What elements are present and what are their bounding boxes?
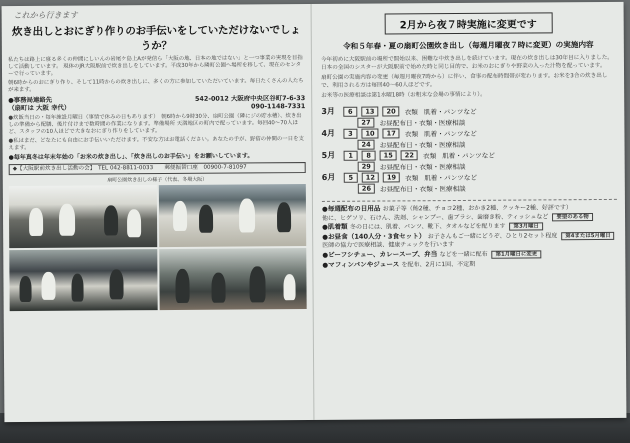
schedule-date: 22 [401,150,418,160]
item-text: 他に、ヒゲソリ、石けん、洗剤、シャンプー、歯ブラシ、歯磨き粉、ティッシュなど [322,212,549,222]
distribution-items [322,199,617,270]
schedule-label: 衣類 [404,129,419,138]
item-heading: ●毎週配布の日用品 [321,204,383,213]
item-heading: ●ビーフシチュー、カレースープ、弁当 [322,250,440,259]
item-heading: ●お昼食（140人分・3食セット） [322,231,428,241]
photo-food-prep [9,185,157,248]
item-tag: 第4または5月曜日 [561,232,614,240]
schedule-row [322,181,617,194]
left-page [2,4,315,422]
schedule-month: 4月 [321,128,336,138]
handwritten-signature: これから行きます [13,10,78,21]
schedule-label: 衣類 [405,173,419,182]
photo-night-distribution [159,248,307,311]
item-tag: 要望のある物 [552,213,592,221]
schedule-extra: 肌着・パンツなど [423,107,477,116]
schedule-extra: 肌着・パンツなど [442,151,495,160]
item-heading: ●肌着類 [322,222,350,232]
monthly-schedule [321,104,617,194]
schedule-label: お昼配布日・衣類・医療相談 [379,162,466,172]
schedule-date: 24 [357,139,374,149]
item-text: などを一緒に配布 [439,250,488,259]
right-page [313,2,627,420]
schedule-label: 衣類 [404,107,418,116]
phone-number: 090-1148-7331 [251,102,306,111]
address-value: 542-0012 大阪府中央区谷町7-6-33 [194,94,306,103]
intro-paragraph-2: 朝6時からのおにぎり作り、そして11時からの炊き出しに、多くの方に参加していただいています。毎日たくさんの人たちが来ます。 [8,78,304,94]
item-line [322,258,617,270]
schedule-date: 27 [357,117,374,127]
schedule-month: 5月 [321,150,336,160]
schedule-date: 17 [383,128,400,138]
item-tag: 第3月曜日 [510,223,543,231]
winter-notice: ●毎年真冬は年末年始の「お米の炊き出し」、「炊き出しのお手伝い」をお願いしています。 [8,152,254,162]
address-label: ●事務局連絡先 [8,95,53,105]
right-title: 2月から夜７時実施に変更です [384,12,552,34]
schedule-date: 6 [343,106,357,116]
help-paragraph: ●私はまだ、どなたにも自由にお手伝いいただけます。不安な方はお電話ください。あなたの手が、野宿の仲間の一日を支えます。 [8,136,304,152]
schedule-paragraph: ●炊飯当日の・毎年施設月曜日（事情で休みの日もあります） 朝6時から9時30分、扇町公園（隣にジの貯水槽）、炊き出しの準備から配膳、後片付けまで数時間の作業になります。準備場所 天満地区の町内で配っています。毎回40〜70人ほど、スタッフの10人ほどで大きなおにぎり作りをしています。 [8,113,302,136]
flyer-sheet [2,2,627,422]
contact-line [8,102,305,112]
schedule-label: お昼配布日・衣類・医療相談 [379,140,466,150]
item-text: お子さんもご一緒にどうぞ、ひとり2セット程度 [427,232,558,240]
item-heading: ●マフィンパンやジュース [322,259,402,269]
schedule-extra: 肌着・パンツなど [423,129,477,138]
right-subtitle: 令和５年春・夏の扇町公園炊き出し（毎週月曜夜７時に変更）の実施内容 [343,40,594,51]
schedule-date: 1 [344,150,358,160]
schedule-date: 29 [358,161,375,171]
photo-collage [9,184,307,311]
schedule-label: お昼配布日・衣類・医療相談 [379,118,466,128]
schedule-date: 13 [361,106,378,116]
schedule-date: 20 [382,106,399,116]
item-tag: 第1月曜日に変更 [492,250,542,258]
photo-park-crowd [9,249,157,312]
schedule-label: 衣類 [422,151,437,160]
item-text: 医師の協力で医療相談、健康チェックを行います [322,241,455,250]
item-text: お菓子等（飴2種、チョコ2種、おかき2種、クッキー2種、好評です） [382,204,572,213]
item-text: を配布、2月に1回、不定期 [401,260,476,268]
photo-serving-table [158,184,306,247]
right-paragraph-1: 今年初めに大阪駅前の場所で開始以来、困難な中炊き出しを続けています。現在の炊き出しは30年目に入りました。日本の全国のシスターが大阪駅前で始めた時と同じ目的で、お米のおにぎりや野菜の入った汁物を配っています。 [320,54,613,71]
schedule-date: 19 [383,172,400,182]
schedule-date: 12 [362,172,379,182]
schedule-label: お昼配布日・衣類・医療相談 [380,184,466,194]
schedule-month: 6月 [321,172,336,182]
contact-name: （扇町は 大阪 幸代） [8,103,71,113]
schedule-date: 8 [362,150,376,160]
schedule-month: 3月 [321,106,335,116]
schedule-extra: 肌着・パンツなど [424,173,478,182]
contact-box: ◆【大阪駅前炊き出し活動の会】 TEL 042-8811-0033 郵便振替口座 00900-7-81097 [9,162,306,175]
schedule-date: 26 [358,183,375,193]
right-paragraph-2: 扇町公園の実施内容の変更（毎週月曜夜7時から）に伴い、食事の配布時間帯が変わります。お米を3合の炊き出しで、利用される方は毎回40〜60人ほどです。 [321,72,608,89]
photo-caption: 扇町公園炊き出しの様子（代表、冬場大阪） [107,176,208,184]
left-headline: 炊き出しとおにぎり作りのお手伝いをしていただけないでしょうか？ [11,24,301,53]
schedule-date: 10 [361,128,378,138]
schedule-date: 5 [344,172,358,182]
item-text: 冬の日には、肌着、パンツ、靴下、タオルなどを配ります [349,222,506,231]
right-paragraph-3: お米等の医療相談は第1水曜18時（お粗末な会場の事情により）。 [321,91,486,99]
schedule-date: 3 [343,128,357,138]
schedule-date: 15 [380,150,397,160]
intro-paragraph: 私たちは路上に寝る多くの仲間にしいんの岩尾ケ島上Aが発信ら「大阪の地、日本の地ではない」と一つ事業の実現を目指して活動しています。 現体のJR大阪駅前で炊き出しをしています。平成30年から隣町公園へ場所を移して、現在のセンターで行っています。 [7,55,303,78]
